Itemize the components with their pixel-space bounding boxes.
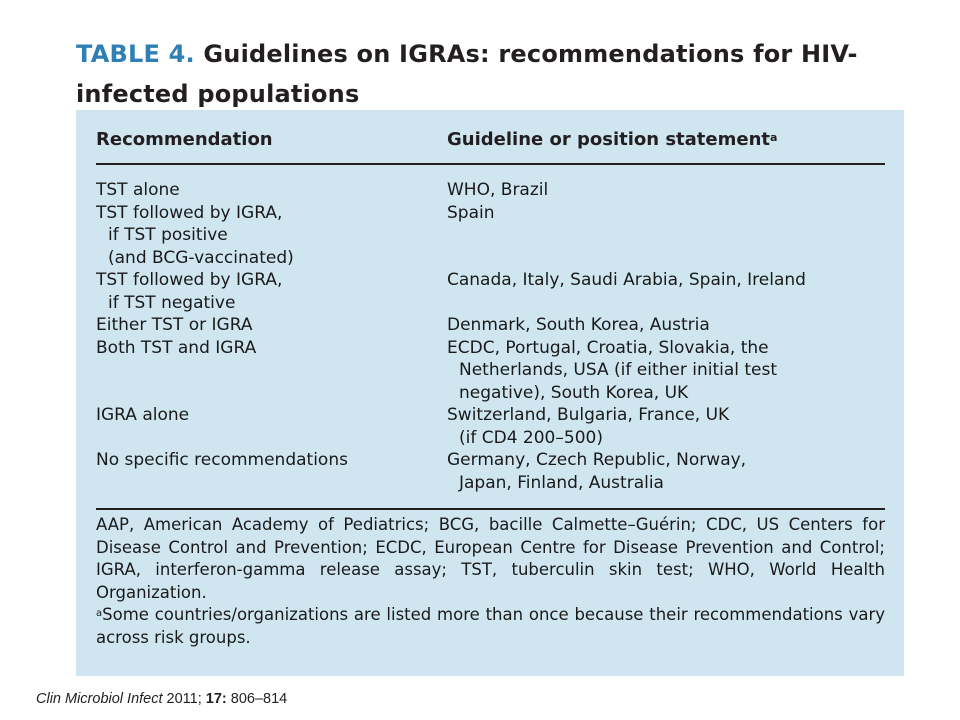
recommendation-line: Either TST or IGRA bbox=[96, 315, 253, 335]
recommendation-cell bbox=[96, 404, 447, 449]
footnote-a-text: Some countries/organizations are listed more than once because their recommendations vary across risk groups. bbox=[96, 605, 885, 647]
table-row bbox=[96, 337, 885, 405]
recommendation-line: (and BCG-vaccinated) bbox=[108, 247, 294, 268]
table-row bbox=[96, 269, 885, 314]
recommendation-line: IGRA alone bbox=[96, 405, 190, 425]
footnote-abbreviations: AAP, American Academy of Pediatrics; BCG, bacille Calmette–Guérin; CDC, US Centers for Disease Control and Prevention; ECDC, European Centre for Disease Prevention and Control; IGRA, interferon-gamma release assay; TST, tuberculin skin test; WHO, World Health Organization. bbox=[96, 515, 885, 602]
recommendation-cell bbox=[96, 449, 447, 494]
header-guideline bbox=[447, 128, 777, 152]
recommendation-cell bbox=[96, 314, 447, 337]
guidelines-table bbox=[76, 110, 904, 676]
table-row bbox=[96, 449, 885, 494]
guideline-line: Canada, Italy, Saudi Arabia, Spain, Ireland bbox=[447, 270, 806, 290]
citation bbox=[36, 690, 287, 708]
table-row bbox=[96, 179, 885, 202]
header-recommendation: Recommendation bbox=[96, 129, 273, 150]
guideline-line: negative), South Korea, UK bbox=[459, 382, 689, 403]
guideline-line: WHO, Brazil bbox=[447, 180, 549, 200]
guideline-cell bbox=[447, 269, 885, 314]
guideline-line: Switzerland, Bulgaria, France, UK bbox=[447, 405, 730, 425]
title-text-2: infected populations bbox=[76, 80, 360, 108]
table-footnote bbox=[96, 514, 885, 649]
recommendation-line: No specific recommendations bbox=[96, 450, 348, 470]
title-text-1: Guidelines on IGRAs: recommendations for HIV- bbox=[203, 40, 858, 68]
footnote-a bbox=[96, 604, 885, 649]
guideline-line: Japan, Finland, Australia bbox=[459, 472, 664, 493]
table-row bbox=[96, 314, 885, 337]
guideline-cell bbox=[447, 404, 885, 449]
recommendation-cell bbox=[96, 337, 447, 405]
header-rule bbox=[96, 163, 885, 165]
guideline-line: Spain bbox=[447, 202, 495, 223]
guideline-line: Germany, Czech Republic, Norway, bbox=[447, 450, 747, 470]
citation-volume: 17: bbox=[205, 691, 227, 707]
footer-rule bbox=[96, 508, 885, 510]
guideline-line: Netherlands, USA (if either initial test bbox=[459, 360, 778, 380]
citation-year: 2011; bbox=[166, 691, 202, 707]
recommendation-line: if TST positive bbox=[108, 225, 228, 245]
table-label: TABLE 4. bbox=[76, 40, 195, 68]
footnote-a-marker: a bbox=[96, 608, 103, 619]
recommendation-cell bbox=[96, 179, 447, 202]
guideline-line: (if CD4 200–500) bbox=[459, 427, 603, 448]
recommendation-cell bbox=[96, 202, 447, 270]
title-line-1 bbox=[76, 40, 858, 68]
recommendation-line: TST alone bbox=[96, 180, 180, 200]
table-row bbox=[96, 404, 885, 449]
recommendation-line: if TST negative bbox=[108, 292, 236, 313]
recommendation-line: TST followed by IGRA, bbox=[96, 202, 283, 223]
recommendation-cell bbox=[96, 269, 447, 314]
header-guideline-text: Guideline or position statement bbox=[447, 129, 771, 150]
guideline-cell bbox=[447, 337, 885, 405]
table-row bbox=[96, 202, 885, 270]
table-body bbox=[96, 179, 885, 494]
recommendation-line: TST followed by IGRA, bbox=[96, 270, 283, 290]
guideline-line: ECDC, Portugal, Croatia, Slovakia, the bbox=[447, 337, 769, 358]
citation-pages: 806–814 bbox=[230, 691, 288, 707]
table-title bbox=[76, 34, 906, 114]
guideline-cell bbox=[447, 449, 885, 494]
citation-journal: Clin Microbiol Infect bbox=[36, 691, 163, 707]
guideline-line: Denmark, South Korea, Austria bbox=[447, 315, 710, 335]
header-guideline-superscript: a bbox=[770, 131, 778, 144]
guideline-cell bbox=[447, 314, 885, 337]
recommendation-line: Both TST and IGRA bbox=[96, 337, 257, 358]
guideline-cell bbox=[447, 179, 885, 202]
guideline-cell bbox=[447, 202, 885, 270]
